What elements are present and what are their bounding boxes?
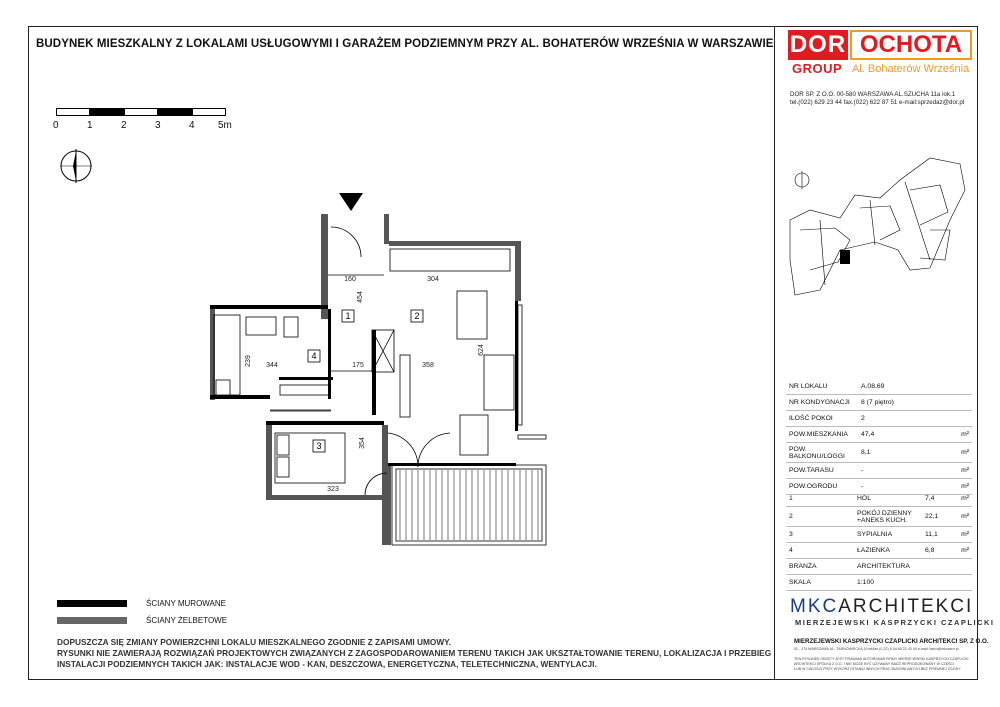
info-value: - <box>858 479 954 495</box>
table-row <box>786 507 972 527</box>
rooms-table <box>786 491 972 591</box>
branza-label: BRANŻA <box>786 559 854 575</box>
room-unit: m² <box>958 527 972 543</box>
key-plan <box>780 150 970 310</box>
info-label: POW. BALKONU/LOGGI <box>786 443 858 463</box>
info-label: POW.TARASU <box>786 463 858 479</box>
document-title: BUDYNEK MIESZKALNY Z LOKALAMI USŁUGOWYMI I GARAŻEM PODZIEMNYM PRZY AL. BOHATERÓW WRZEŚNIA W WARSZAWIE <box>36 38 774 50</box>
scale-segment <box>90 108 124 116</box>
note-line: DOPUSZCZA SIĘ ZMIANY POWIERZCHNI LOKALU MIESZKALNEGO ZGODNIE Z ZAPISAMI UMOWY. <box>57 637 452 647</box>
wall-concrete <box>321 214 328 319</box>
dimension-label: 358 <box>422 362 434 369</box>
room-num: 4 <box>786 543 854 559</box>
architect-fine-print: TEN RYSUNEK OBJĘTY JEST PRAWAMI AUTORSKIMI FIRMY MIERZEJEWSKI KASPRZYCKI CZAPLICKI <box>794 657 969 661</box>
room-num: 2 <box>786 507 854 527</box>
table-row <box>786 527 972 543</box>
scale-segment <box>158 108 192 116</box>
info-value: 8,1 <box>858 443 954 463</box>
apartment-info-table <box>786 379 972 495</box>
scale-tick: 5m <box>218 120 232 131</box>
dimension-label: 624 <box>478 344 485 356</box>
dor-logo: DOR <box>789 31 847 58</box>
room-name: ŁAZIENKA <box>854 543 922 559</box>
info-unit: m² <box>954 463 972 479</box>
room-number: 3 <box>316 441 322 451</box>
dimension-label: 344 <box>266 362 278 369</box>
architect-company: MIERZEJEWSKI KASPRZYCKI CZAPLICKI ARCHITEKCI SP. Z O.O. <box>794 638 989 645</box>
dimension-label: 354 <box>359 437 366 449</box>
skala-value: 1:100 <box>854 575 972 591</box>
note-line: INSTALACJI PODZIEMNYCH TAKICH JAK: INSTALACJE WOD - KAN, DESZCZOWA, ENERGETYCZNA, TELETECHNICZNA, WENTYLACJI. <box>57 659 597 669</box>
group-logo-text: GROUP <box>792 61 843 76</box>
street-logo-text: Al. Bohaterów Września <box>852 63 970 75</box>
title-block-divider <box>774 26 775 680</box>
branza-value: ARCHITEKTURA <box>854 559 972 575</box>
scale-tick: 2 <box>121 120 127 131</box>
room-area: 6,8 <box>922 543 958 559</box>
room-area: 22,1 <box>922 507 958 527</box>
table-row <box>786 559 972 575</box>
architect-logo: MKCARCHITEKCI <box>790 596 974 617</box>
info-label: NR KONDYGNACJI <box>786 395 858 411</box>
info-unit: m² <box>954 427 972 443</box>
info-value: 2 <box>858 411 972 427</box>
room-unit: m² <box>958 507 972 527</box>
architect-fine-print: ARCHITEKCI SPÓŁKA Z O.O. I NIE MOŻE BYĆ UŻYWANY BADŹ REPRODUKOWANY W CZĘŚCI <box>794 662 955 666</box>
legend-swatch-concrete <box>57 617 127 624</box>
scale-tick: 4 <box>189 120 195 131</box>
company-address: DOR SP. Z O.O. 00-580 WARSZAWA AL.SZUCHA 11a lok.1 <box>790 91 956 98</box>
scale-segment <box>192 108 226 116</box>
table-row <box>786 491 972 507</box>
info-label: POW.MIESZKANIA <box>786 427 858 443</box>
room-number: 4 <box>311 351 317 361</box>
scale-segment <box>56 108 90 116</box>
info-unit: m² <box>954 479 972 495</box>
dimension-label: 175 <box>352 362 364 369</box>
info-value: - <box>858 463 954 479</box>
info-label: NR LOKALU <box>786 379 858 395</box>
wall-masonry <box>210 305 328 309</box>
legend-label: ŚCIANY ŻELBETOWE <box>146 616 228 625</box>
info-value: 8 (7 piętro) <box>858 395 972 411</box>
info-label: ILOŚĆ POKOI <box>786 411 858 427</box>
room-unit: m² <box>958 491 972 507</box>
architect-fine-print: 02 - 174 WARSZAWA UL. TARNOWIECKA 19 tel/fax (0-22) 6 44 65 22 43 44 e-mail: biuro@mkcarch.pl <box>794 647 959 651</box>
scale-tick: 0 <box>53 120 59 131</box>
room-name: POKÓJ DZIENNY +ANEKS KUCH. <box>854 507 922 527</box>
note-line: RYSUNKI NIE ZAWIERAJĄ ROZWIĄZAŃ PROJEKTOWYCH ZWIĄZANYCH Z ZAGOSPODAROWANIEM TERENU TAKICH JAK UKSZTAŁTOWANIE TERENU, LOKALIZACJA I PRZEBIEG <box>57 648 772 658</box>
info-unit: m² <box>954 443 972 463</box>
scale-tick: 3 <box>155 120 161 131</box>
ochota-logo: OCHOTA <box>850 30 972 60</box>
room-name: HOL <box>854 491 922 507</box>
architect-subtitle: MIERZEJEWSKI KASPRZYCKI CZAPLICKI <box>795 618 995 627</box>
dimension-label: 239 <box>245 355 252 367</box>
info-value: A.08.69 <box>858 379 972 395</box>
north-arrow-icon <box>56 146 96 186</box>
table-row <box>786 575 972 591</box>
room-number: 2 <box>414 311 420 321</box>
disclaimer-notes <box>57 637 771 670</box>
room-name: SYPIALNIA <box>854 527 922 543</box>
legend-label: ŚCIANY MUROWANE <box>146 599 227 608</box>
info-label: POW.OGRODU <box>786 479 858 495</box>
company-contact: tel.(022) 629 23 44 fax.(022) 622 87 51 e-mail:sprzedaz@dor.pl <box>790 99 965 106</box>
skala-label: SKALA <box>786 575 854 591</box>
dimension-label: 160 <box>344 276 356 283</box>
legend-swatch-masonry <box>57 600 127 607</box>
room-num: 1 <box>786 491 854 507</box>
dimension-label: 454 <box>357 291 364 303</box>
room-number: 1 <box>345 311 351 321</box>
room-num: 3 <box>786 527 854 543</box>
floor-plan <box>200 205 580 550</box>
table-row <box>786 543 972 559</box>
room-unit: m² <box>958 543 972 559</box>
dimension-label: 323 <box>327 486 339 493</box>
scale-tick: 1 <box>87 120 93 131</box>
info-value: 47,4 <box>858 427 954 443</box>
room-area: 11,1 <box>922 527 958 543</box>
scale-segment <box>124 108 158 116</box>
dimension-label: 304 <box>427 276 439 283</box>
architect-fine-print: LUB W CAŁOŚCI PRZY WYKORZYSTANIU INNYCH PRAC BUDOWLANYCH BEZ PISEMNEJ ZGODY <box>794 667 961 671</box>
room-area: 7,4 <box>922 491 958 507</box>
